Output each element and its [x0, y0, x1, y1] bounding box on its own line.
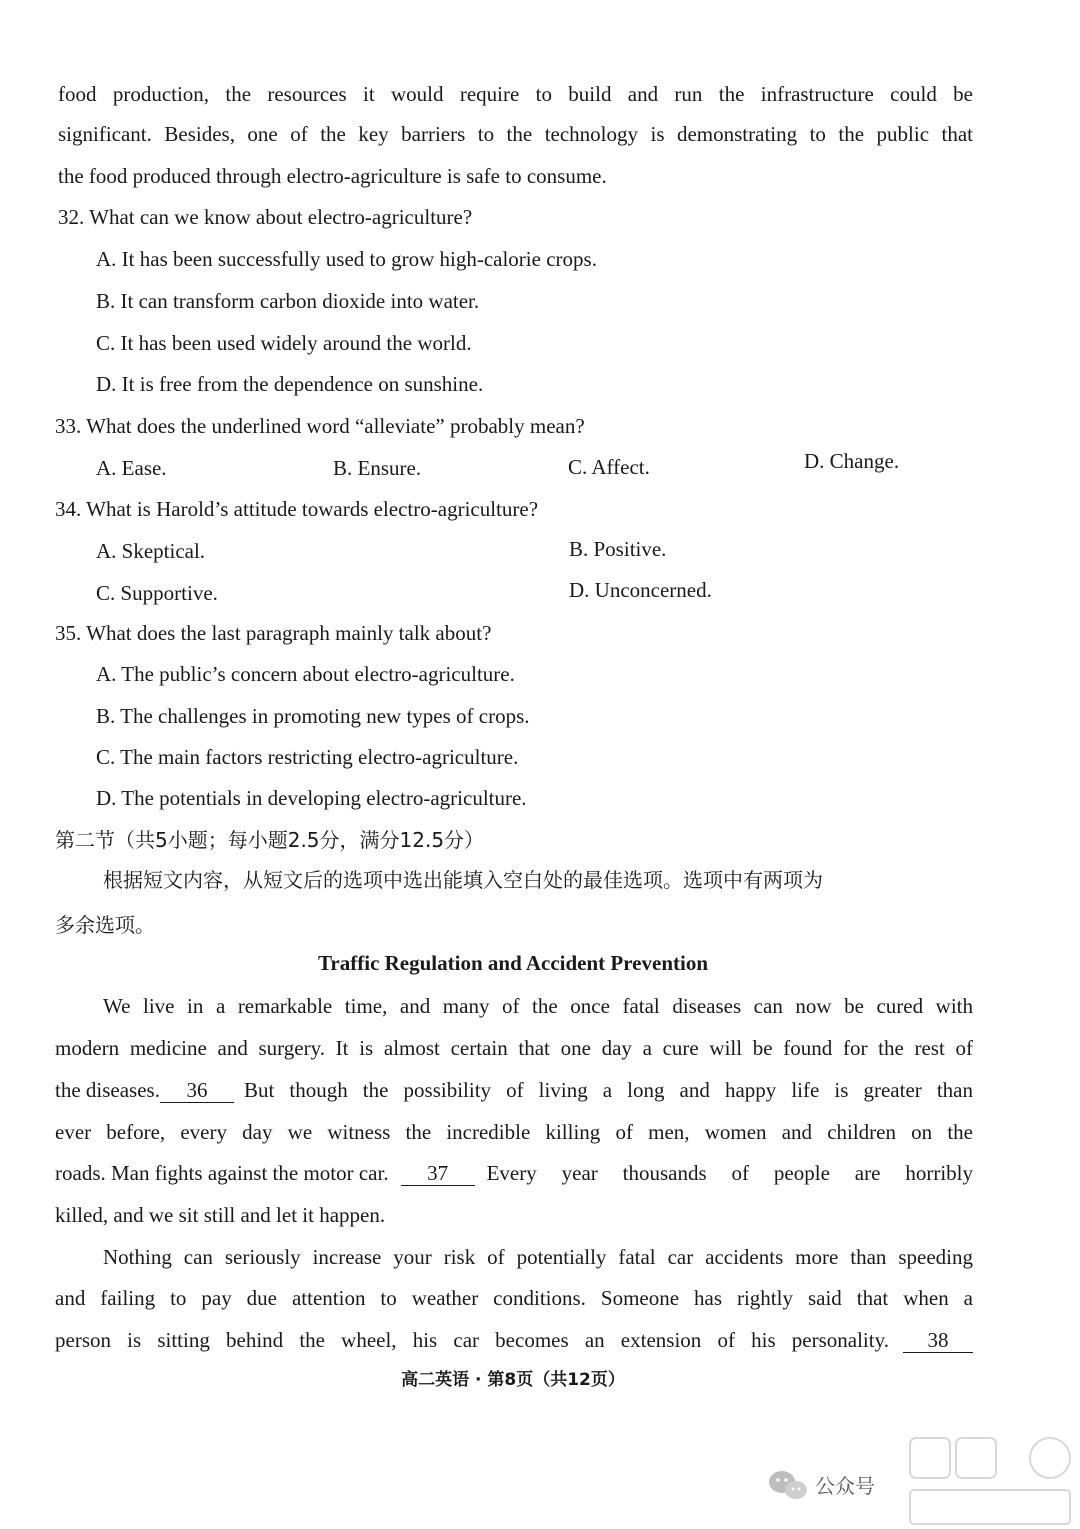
section-2-instruction-line-2: 多余选项。 — [55, 913, 155, 937]
passage-line-1: food production, the resources it would require to build and run the infrastructure could be — [58, 82, 973, 106]
question-34-option-a: A. Skeptical. — [96, 539, 206, 563]
question-34-option-d: D. Unconcerned. — [569, 578, 712, 602]
watermark-logo — [760, 1430, 1080, 1529]
question-35-stem: 35. What does the last paragraph mainly talk about? — [55, 621, 492, 645]
page-footer: 高二英语 · 第8页（共12页） — [401, 1370, 625, 1390]
question-32-stem: 32. What can we know about electro-agriculture? — [58, 205, 473, 229]
question-33-option-b: B. Ensure. — [333, 456, 422, 480]
question-34-option-c: C. Supportive. — [96, 581, 218, 605]
article-p1-line-6: killed, and we sit still and let it happen. — [55, 1203, 386, 1227]
blank-38[interactable]: 38 — [903, 1328, 973, 1353]
section-2-heading: 第二节（共5小题；每小题2.5分，满分12.5分） — [55, 828, 485, 852]
article-p1-line-3 — [55, 1076, 973, 1104]
question-32-option-d: D. It is free from the dependence on sunshine. — [96, 372, 484, 396]
article-p1-line-1: We live in a remarkable time, and many of the once fatal diseases can now be cured with — [103, 994, 973, 1018]
question-32-option-b: B. It can transform carbon dioxide into water. — [96, 289, 480, 313]
article-title: Traffic Regulation and Accident Prevention — [317, 951, 709, 975]
question-33-option-a: A. Ease. — [96, 456, 167, 480]
article-p2-line-3-pre: person is sitting behind the wheel, his car becomes an extension of his personality. — [55, 1328, 889, 1352]
article-p1-line-3-pre: the diseases. — [55, 1078, 160, 1102]
article-p2-line-2: and failing to pay due attention to weather conditions. Someone has rightly said that when a — [55, 1286, 973, 1310]
article-p2-line-1: Nothing can seriously increase your risk of potentially fatal car accidents more than speeding — [103, 1245, 973, 1269]
question-33-stem: 33. What does the underlined word “alleviate” probably mean? — [55, 414, 585, 438]
article-p1-line-2: modern medicine and surgery. It is almost certain that one day a cure will be found for the rest of — [55, 1036, 973, 1060]
question-35-option-a: A. The public’s concern about electro-agriculture. — [96, 662, 515, 686]
question-34-option-b: B. Positive. — [569, 537, 667, 561]
question-32-option-c: C. It has been used widely around the world. — [96, 331, 472, 355]
article-p1-line-5-post: Every year thousands of people are horribly — [486, 1161, 973, 1185]
article-p2-line-3 — [55, 1326, 973, 1354]
passage-line-2: significant. Besides, one of the key barriers to the technology is demonstrating to the public that — [58, 122, 973, 146]
section-2-instruction-line-1: 根据短文内容，从短文后的选项中选出能填入空白处的最佳选项。选项中有两项为 — [103, 868, 823, 892]
blank-37[interactable]: 37 — [401, 1161, 475, 1186]
passage-line-3: the food produced through electro-agriculture is safe to consume. — [58, 164, 607, 188]
watermark-label: 公众号 — [815, 1474, 875, 1498]
wechat-icon — [769, 1471, 807, 1499]
question-34-stem: 34. What is Harold’s attitude towards electro-agriculture? — [55, 497, 539, 521]
question-35-option-d: D. The potentials in developing electro-agriculture. — [96, 786, 527, 810]
question-35-option-b: B. The challenges in promoting new types of crops. — [96, 704, 530, 728]
question-35-option-c: C. The main factors restricting electro-agriculture. — [96, 745, 519, 769]
article-p1-line-3-post: But though the possibility of living a long and happy life is greater than — [243, 1078, 973, 1102]
blank-36[interactable]: 36 — [160, 1078, 234, 1103]
article-p1-line-5 — [55, 1159, 973, 1187]
question-33-option-c: C. Affect. — [568, 455, 650, 479]
question-32-option-a: A. It has been successfully used to grow high-calorie crops. — [96, 247, 597, 271]
question-33-option-d: D. Change. — [804, 449, 900, 473]
article-p1-line-4: ever before, every day we witness the incredible killing of men, women and children on the — [55, 1120, 973, 1144]
article-p1-line-5-pre: roads. Man fights against the motor car. — [55, 1161, 389, 1185]
